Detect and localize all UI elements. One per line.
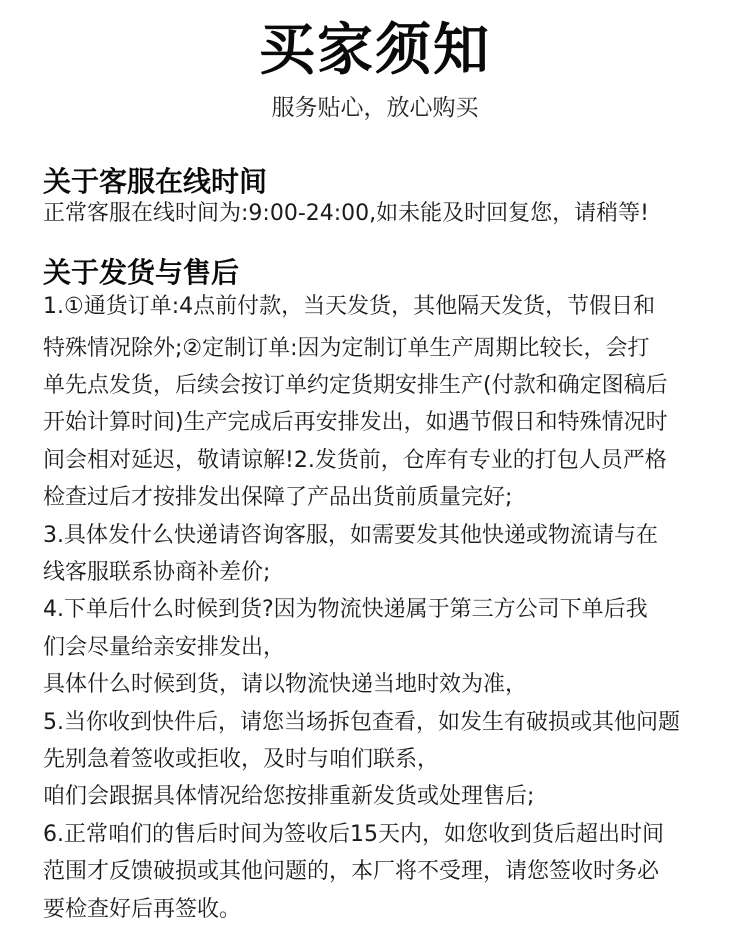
body-line: 咱们会跟据具体情况给您按排重新发货或处理售后;: [43, 784, 535, 809]
body-line: 开始计算时间)生产完成后再安排发出，如遇节假日和特殊情况时: [43, 410, 668, 435]
body-line: 间会相对延迟，敬请谅解!2.发货前，仓库有专业的打包人员严格: [43, 448, 667, 473]
body-line: 要检查好后再签收。: [43, 897, 242, 922]
body-line: 4.下单后什么时候到货?因为物流快递属于第三方公司下单后我: [43, 597, 648, 622]
section-heading-service-hours: 关于客服在线时间: [43, 165, 268, 198]
body-line: 1.①通货订单:4点前付款，当天发货，其他隔天发货，节假日和: [43, 294, 656, 319]
body-line: 们会尽量给亲安排发出，: [43, 635, 286, 660]
body-line: 3.具体发什么快递请咨询客服，如需要发其他快递或物流请与在: [43, 523, 658, 548]
body-line: 6.正常咱们的售后时间为签收后15天内，如您收到货后超出时间: [43, 822, 664, 847]
body-line: 范围才反馈破损或其他问题的，本厂将不受理，请您签收时务必: [43, 859, 660, 884]
section-heading-shipping-aftersales: 关于发货与售后: [43, 256, 240, 289]
body-line: 5.当你收到快件后，请您当场拆包查看，如发生有破损或其他问题: [43, 710, 680, 735]
body-line: 线客服联系协商补差价;: [43, 560, 271, 585]
body-line: 单先点发货，后续会按订单约定货期安排生产(付款和确定图稿后: [43, 373, 668, 398]
page-subtitle: 服务贴心，放心购买: [271, 95, 479, 121]
body-line: 具体什么时候到货，请以物流快递当地时效为准，: [43, 672, 528, 697]
body-line: 检查过后才按排发出保障了产品出货前质量完好;: [43, 485, 513, 510]
service-hours-text: 正常客服在线时间为:9:00-24:00,如未能及时回复您，请稍等!: [43, 201, 649, 226]
page-title: 买家须知: [259, 18, 491, 83]
body-line: 先别急着签收或拒收，及时与咱们联系，: [43, 747, 440, 772]
body-line: 特殊情况除外;②定制订单:因为定制订单生产周期比较长，会打: [43, 336, 650, 361]
